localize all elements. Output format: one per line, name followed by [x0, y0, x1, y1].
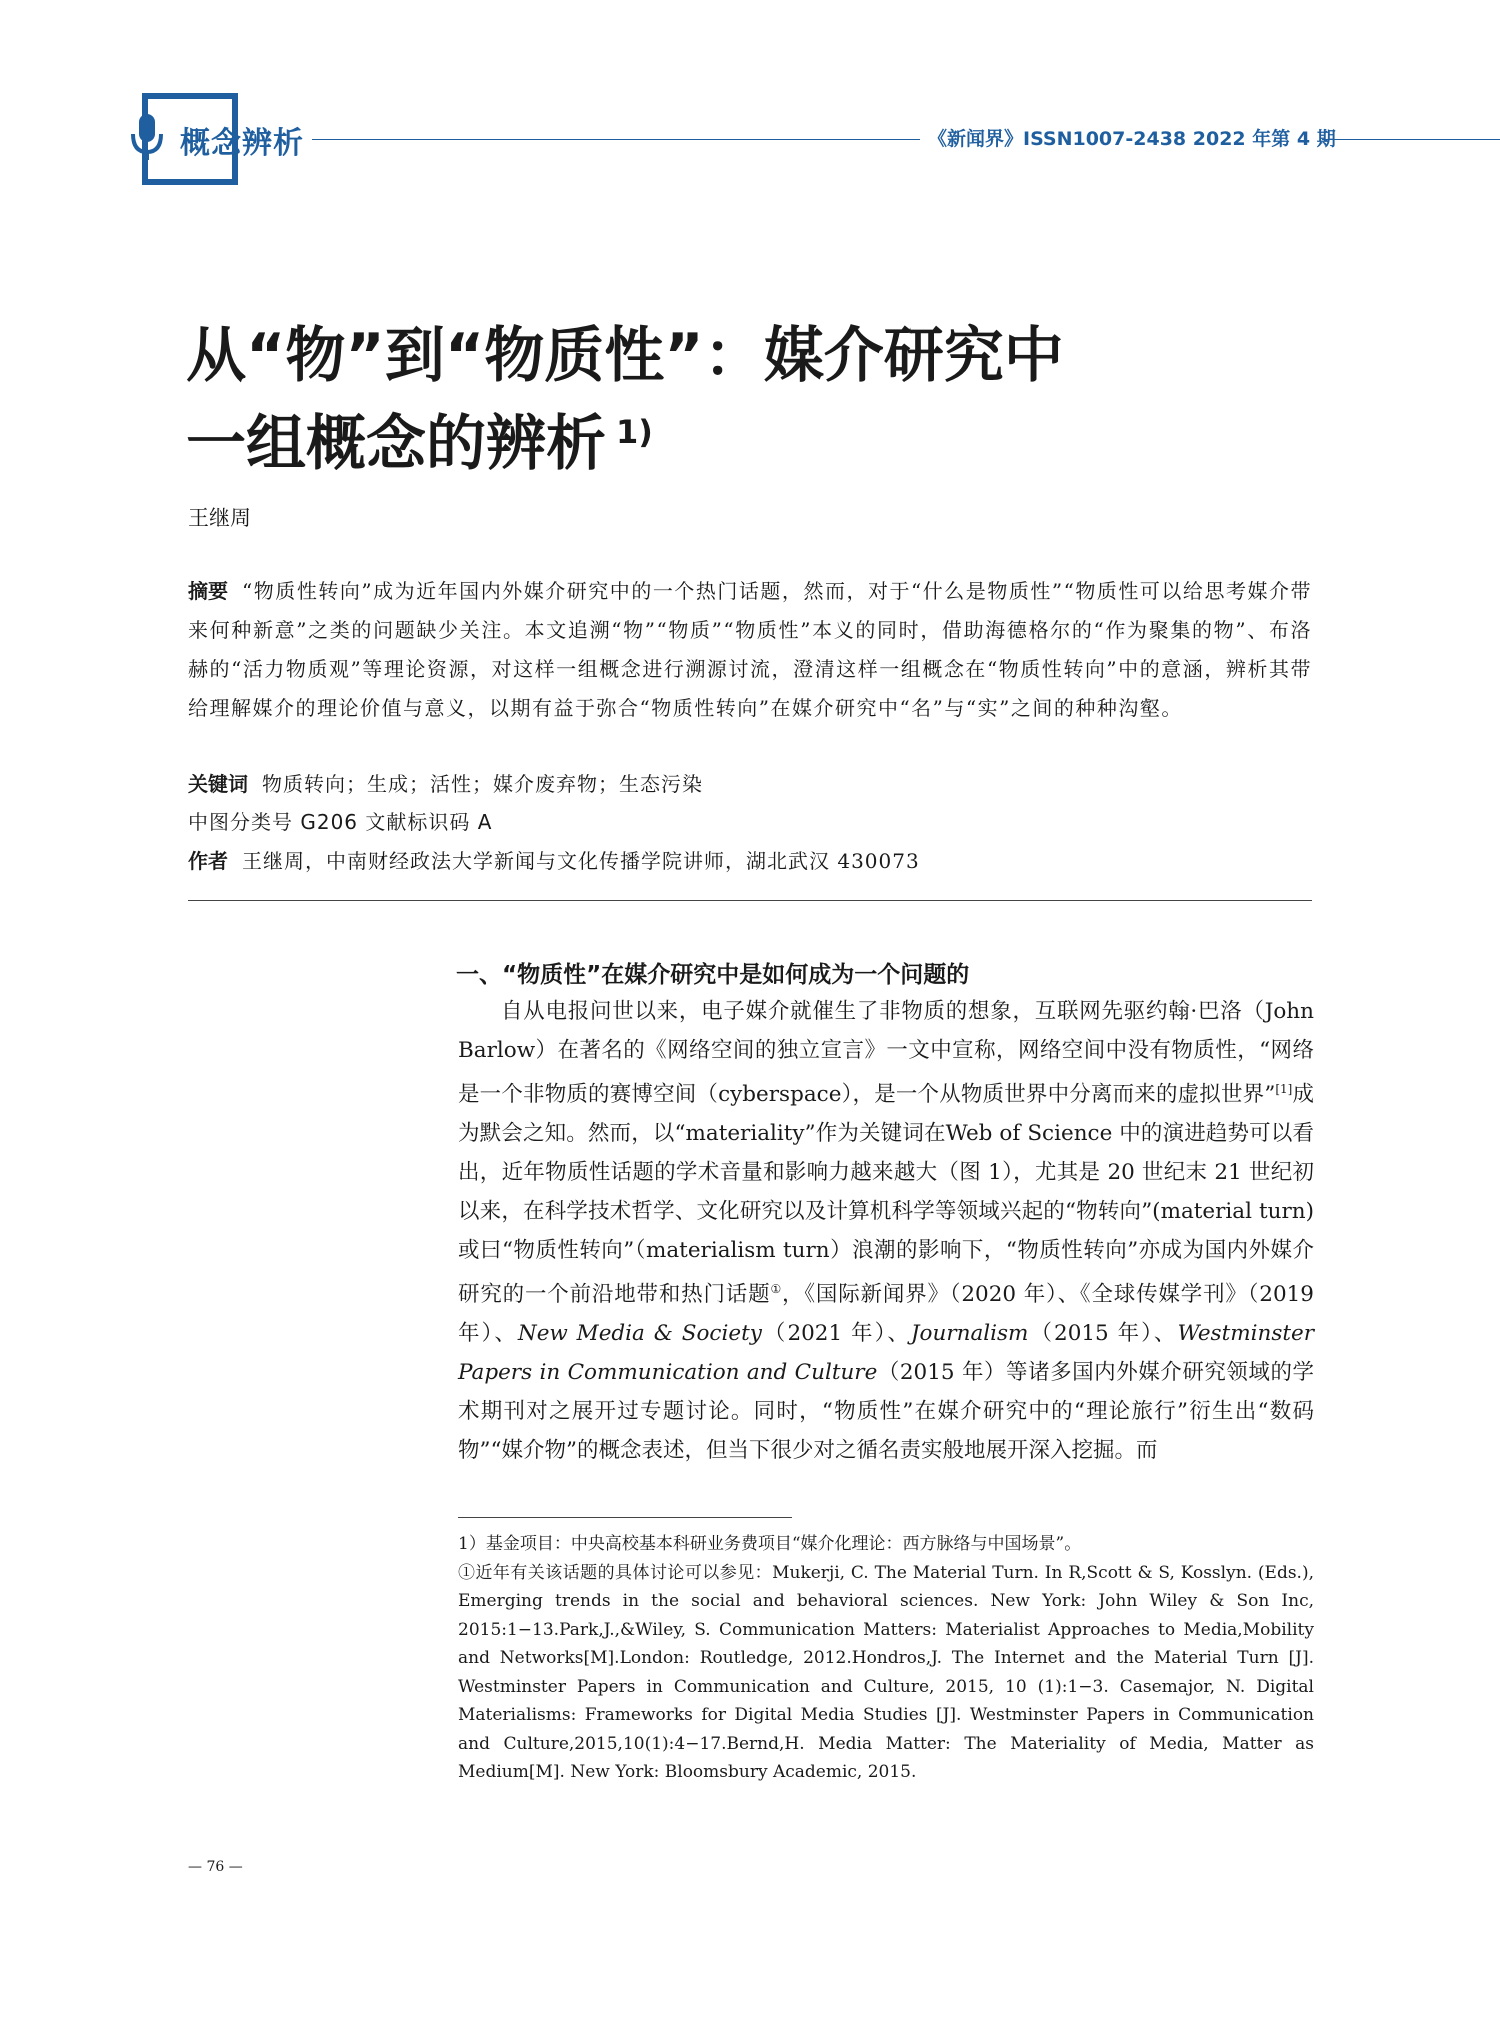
author-info-label: 作者: [188, 849, 228, 873]
footnotes: [458, 1530, 1314, 1787]
footnote-ref-1: ①: [770, 1282, 783, 1297]
section-heading: 一、“物质性”在媒介研究中是如何成为一个问题的: [456, 962, 970, 988]
abstract-divider: [188, 900, 1312, 901]
keywords-line: [188, 768, 703, 797]
journal-name-1: New Media & Society: [517, 1321, 762, 1347]
body-text-6: （2015 年）等诸多国内外媒介研究领域的学术期刊对之展开过专题讨论。同时，“物质性”在媒介研究中的“理论旅行”衍生出“数码物”“媒介物”的概念表述，但当下很少对之循名责实般地展开深入挖掘。而: [458, 1360, 1314, 1464]
body-text-1: 自从电报问世以来，电子媒介就催生了非物质的想象，互联网先驱约翰·巴洛（John Barlow）在著名的《网络空间的独立宣言》一文中宣称，网络空间中没有物质性，“网络是一个非物质的赛博空间（cyberspace），是一个从物质世界中分离而来的虚拟世界”: [458, 999, 1314, 1108]
journal-info: 《新闻界》ISSN1007-2438 2022 年第 4 期: [928, 128, 1336, 150]
journal-name-2: Journalism: [910, 1321, 1029, 1347]
citation-ref-1: [1]: [1275, 1082, 1293, 1096]
title-line-1: 从“物”到“物质性”：媒介研究中: [186, 321, 1064, 391]
author-info-line: [188, 845, 920, 874]
abstract-text: “物质性转向”成为近年国内外媒介研究中的一个热门话题，然而，对于“什么是物质性”“物质性可以给思考媒介带来何种新意”之类的问题缺少关注。本文追溯“物”“物质”“物质性”本义的同时，借助海德格尔的“作为聚集的物”、布洛赫的“活力物质观”等理论资源，对这样一组概念进行溯源讨流，澄清这样一组概念在“物质性转向”中的意涵，辨析其带给理解媒介的理论价值与意义，以期有益于弥合“物质性转向”在媒介研究中“名”与“实”之间的种种沟壑。: [188, 579, 1313, 720]
author-info-text: 王继周，中南财经政法大学新闻与文化传播学院讲师，湖北武汉 430073: [242, 849, 920, 873]
footnote-1: 1）基金项目：中央高校基本科研业务费项目“媒介化理论：西方脉络与中国场景”。: [458, 1534, 1082, 1554]
title-note-marker: 1): [616, 413, 653, 451]
title-line-2: [186, 394, 1326, 482]
footnote-2: ①近年有关该话题的具体讨论可以参见：Mukerji, C. The Material Turn. In R,Scott & S, Kosslyn. (Eds.), Emerging trends in the social and behavioral sciences. New York: John Wiley & Son Inc, 2015:1−13.Park,J.,&Wiley, S. Communication Matters: Materialist Approaches to Media,Mobility and Networks[M].London: Routledge, 2012.Hondros,J. The Internet and the Material Turn [J]. Westminster Papers in Communication and Culture, 2015, 10 (1):1−3. Casemajor, N. Digital Materialisms: Frameworks for Digital Media Studies [J]. Westminster Papers in Communication and Culture,2015,10(1):4−17.Bernd,H. Media Matter: The Materiality of Media, Matter as Medium[M]. New York: Bloomsbury Academic, 2015.: [458, 1562, 1314, 1782]
keywords-label: 关键词: [188, 772, 248, 796]
body-text-4: （2021 年）、: [761, 1321, 911, 1347]
page-number: — 76 —: [188, 1859, 243, 1875]
keywords-text: 物质转向；生成；活性；媒介废弃物；生态污染: [262, 772, 703, 796]
body-text-3: ，《国际新闻界》（2020 年）、《全球传媒学刊》（2019 年）、: [458, 1282, 1314, 1347]
article-title: [186, 318, 1326, 482]
abstract-label: 摘要: [188, 579, 229, 603]
author-name: 王继周: [188, 506, 251, 530]
abstract: [188, 572, 1312, 728]
classification-line: 中图分类号 G206 文献标识码 A: [188, 810, 493, 834]
title-line-2-text: 一组概念的辨析: [186, 409, 606, 479]
journal-name-3: Westminster Papers in Communication and Culture: [458, 1321, 1314, 1386]
body-text-2: 成为默会之知。然而，以“materiality”作为关键词在Web of Science 中的演进趋势可以看出，近年物质性话题的学术音量和影响力越来越大（图 1），尤其是 20 世纪末 21 世纪初以来，在科学技术哲学、文化研究以及计算机科学等领域兴起的“物转向”(material turn)或曰“物质性转向”（materialism turn）浪潮的影响下，“物质性转向”亦成为国内外媒介研究的一个前沿地带和热门话题: [458, 1082, 1314, 1308]
header-rule-left: [312, 139, 920, 140]
header-rule-right: [1322, 139, 1500, 140]
body-paragraph: [458, 992, 1314, 1470]
section-tag: 概念辨析: [180, 126, 304, 161]
microphone-icon: [130, 112, 164, 162]
body-text-5: （2015 年）、: [1028, 1321, 1178, 1347]
footnote-divider: [458, 1517, 792, 1518]
